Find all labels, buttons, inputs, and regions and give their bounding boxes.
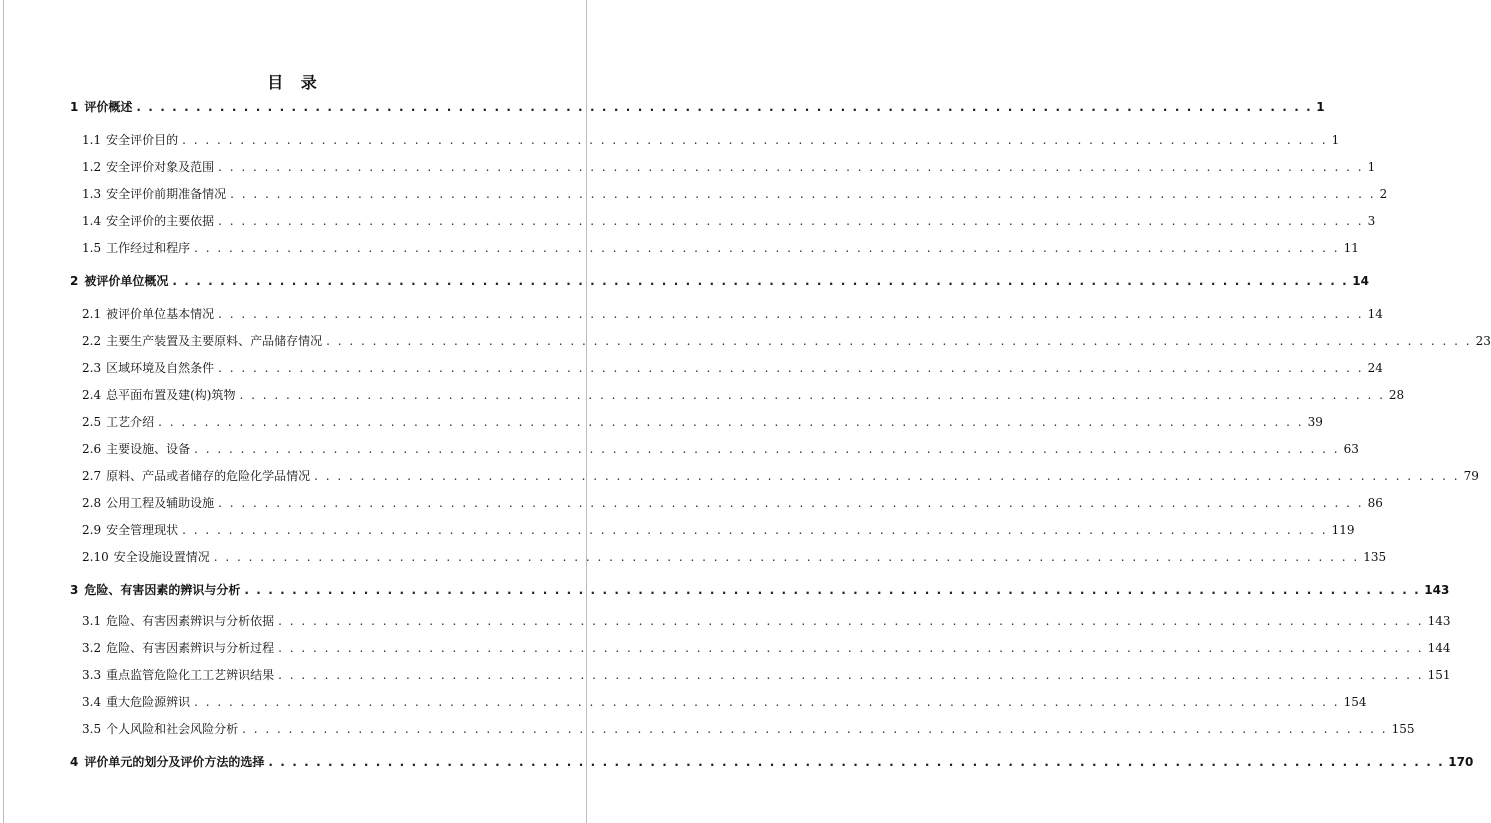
toc-entry-number: 1.2 bbox=[82, 160, 102, 174]
toc-entry-title: 被评价单位基本情况 bbox=[106, 307, 215, 321]
toc-entry-number: 1.5 bbox=[82, 241, 102, 255]
toc-entry-title: 工作经过和程序 bbox=[106, 241, 191, 255]
toc-entry-page-number: 23 bbox=[1475, 334, 1491, 348]
toc-dot-leader: . . . . . . . . . . . . . . . . . . . . . . . . . . . . . . . . . . . . . . . . . . . . . . . . . . . . . . . . . . . . . . . . . . . . . . . . . . . . . . . . . . . . . . . . . . . . . . . . . . . bbox=[278, 641, 1424, 655]
toc-entry-page-number: 170 bbox=[1448, 755, 1474, 769]
toc-dot-leader: . . . . . . . . . . . . . . . . . . . . . . . . . . . . . . . . . . . . . . . . . . . . . . . . . . . . . . . . . . . . . . . . . . . . . . . . . . . . . . . . . . . . . . . . . . . . . . . . . . . bbox=[182, 523, 1328, 537]
toc-dot-leader: . . . . . . . . . . . . . . . . . . . . . . . . . . . . . . . . . . . . . . . . . . . . . . . . . . . . . . . . . . . . . . . . . . . . . . . . . . . . . . . . . . . . . . . . . . . . . . . . . . . bbox=[230, 187, 1376, 201]
toc-dot-leader: . . . . . . . . . . . . . . . . . . . . . . . . . . . . . . . . . . . . . . . . . . . . . . . . . . . . . . . . . . . . . . . . . . . . . . . . . . . . . . . . . . . . . . . . . . . . . . . . . . . bbox=[218, 160, 1364, 174]
toc-entry-number: 4 bbox=[70, 755, 79, 769]
toc-entry-title: 危险、有害因素辨识与分析过程 bbox=[106, 641, 275, 655]
toc-dot-leader: . . . . . . . . . . . . . . . . . . . . . . . . . . . . . . . . . . . . . . . . . . . . . . . . . . . . . . . . . . . . . . . . . . . . . . . . . . . . . . . . . . . . . . . . . . . . . . . . . . . bbox=[194, 695, 1340, 709]
toc-entry-title: 安全评价对象及范围 bbox=[106, 160, 215, 174]
toc-chapter-entry[interactable] bbox=[70, 753, 1474, 771]
toc-entry-title: 安全评价目的 bbox=[106, 133, 179, 147]
toc-entry-title: 区域环境及自然条件 bbox=[106, 361, 215, 375]
toc-section-entry[interactable] bbox=[82, 305, 1383, 323]
toc-entry-number: 3.3 bbox=[82, 668, 102, 682]
toc-entry-number: 2 bbox=[70, 274, 79, 288]
toc-chapter-entry[interactable] bbox=[70, 98, 1325, 116]
toc-section-entry[interactable] bbox=[82, 639, 1451, 657]
toc-section-entry[interactable] bbox=[82, 720, 1415, 738]
toc-entry-title: 公用工程及辅助设施 bbox=[106, 496, 215, 510]
toc-entry-title: 评价概述 bbox=[84, 100, 133, 114]
toc-dot-leader: . . . . . . . . . . . . . . . . . . . . . . . . . . . . . . . . . . . . . . . . . . . . . . . . . . . . . . . . . . . . . . . . . . . . . . . . . . . . . . . . . . . . . . . . . . . . . . . . . . . bbox=[218, 307, 1364, 321]
toc-section-entry[interactable] bbox=[82, 413, 1323, 431]
toc-entry-title: 主要生产装置及主要原料、产品储存情况 bbox=[106, 334, 323, 348]
toc-entry-page-number: 119 bbox=[1331, 523, 1355, 537]
toc-entry-page-number: 14 bbox=[1352, 274, 1369, 288]
toc-entry-page-number: 28 bbox=[1388, 388, 1405, 402]
toc-entry-title: 被评价单位概况 bbox=[84, 274, 169, 288]
toc-dot-leader: . . . . . . . . . . . . . . . . . . . . . . . . . . . . . . . . . . . . . . . . . . . . . . . . . . . . . . . . . . . . . . . . . . . . . . . . . . . . . . . . . . . . . . . . . . . . . . . . . . . bbox=[218, 361, 1364, 375]
toc-entry-title: 安全评价的主要依据 bbox=[106, 214, 215, 228]
toc-entry-page-number: 143 bbox=[1424, 583, 1450, 597]
toc-entry-page-number: 39 bbox=[1307, 415, 1323, 429]
toc-section-entry[interactable] bbox=[82, 239, 1359, 257]
toc-section-entry[interactable] bbox=[82, 185, 1388, 203]
toc-entry-title: 安全设施设置情况 bbox=[113, 550, 210, 564]
toc-entry-page-number: 144 bbox=[1427, 641, 1451, 655]
toc-entry-title: 重大危险源辨识 bbox=[106, 695, 191, 709]
toc-entry-page-number: 1 bbox=[1367, 160, 1376, 174]
toc-section-entry[interactable] bbox=[82, 131, 1340, 149]
toc-entry-page-number: 2 bbox=[1379, 187, 1388, 201]
toc-entry-number: 2.3 bbox=[82, 361, 102, 375]
toc-section-entry[interactable] bbox=[82, 212, 1376, 230]
toc-dot-leader: . . . . . . . . . . . . . . . . . . . . . . . . . . . . . . . . . . . . . . . . . . . . . . . . . . . . . . . . . . . . . . . . . . . . . . . . . . . . . . . . . . . . . . . . . . . . . . . . . . . bbox=[194, 241, 1340, 255]
toc-entry-title: 安全管理现状 bbox=[106, 523, 179, 537]
toc-entry-number: 2.8 bbox=[82, 496, 102, 510]
toc-entry-number: 1.4 bbox=[82, 214, 102, 228]
toc-dot-leader: . . . . . . . . . . . . . . . . . . . . . . . . . . . . . . . . . . . . . . . . . . . . . . . . . . . . . . . . . . . . . . . . . . . . . . . . . . . . . . . . . . . . . . . . . . . . . . . . . . . bbox=[278, 614, 1424, 628]
toc-entry-page-number: 135 bbox=[1363, 550, 1387, 564]
toc-chapter-entry[interactable] bbox=[70, 272, 1369, 290]
toc-entry-page-number: 1 bbox=[1316, 100, 1325, 114]
toc-entry-number: 1.1 bbox=[82, 133, 102, 147]
toc-entry-title: 工艺介绍 bbox=[106, 415, 155, 429]
toc-dot-leader: . . . . . . . . . . . . . . . . . . . . . . . . . . . . . . . . . . . . . . . . . . . . . . . . . . . . . . . . . . . . . . . . . . . . . . . . . . . . . . . . . . . . . . . . . . . . . . . . . . . bbox=[136, 100, 1313, 114]
toc-entry-page-number: 154 bbox=[1343, 695, 1367, 709]
toc-entry-page-number: 143 bbox=[1427, 614, 1451, 628]
toc-entry-number: 3.4 bbox=[82, 695, 102, 709]
toc-dot-leader: . . . . . . . . . . . . . . . . . . . . . . . . . . . . . . . . . . . . . . . . . . . . . . . . . . . . . . . . . . . . . . . . . . . . . . . . . . . . . . . . . . . . . . . . . . . . . . . . . . . bbox=[268, 755, 1445, 769]
toc-entry-number: 2.9 bbox=[82, 523, 102, 537]
toc-dot-leader: . . . . . . . . . . . . . . . . . . . . . . . . . . . . . . . . . . . . . . . . . . . . . . . . . . . . . . . . . . . . . . . . . . . . . . . . . . . . . . . . . . . . . . . . . . . . . . . . . . . bbox=[213, 550, 1360, 564]
toc-title: 目 录 bbox=[267, 73, 323, 92]
toc-entry-page-number: 1 bbox=[1331, 133, 1340, 147]
toc-dot-leader: . . . . . . . . . . . . . . . . . . . . . . . . . . . . . . . . . . . . . . . . . . . . . . . . . . . . . . . . . . . . . . . . . . . . . . . . . . . . . . . . . . . . . . . . . . . . . . . . . . . bbox=[244, 583, 1421, 597]
toc-entry-title: 危险、有害因素的辨识与分析 bbox=[84, 583, 241, 597]
toc-entry-title: 原料、产品或者储存的危险化学品情况 bbox=[106, 469, 311, 483]
toc-entry-page-number: 24 bbox=[1367, 361, 1383, 375]
toc-dot-leader: . . . . . . . . . . . . . . . . . . . . . . . . . . . . . . . . . . . . . . . . . . . . . . . . . . . . . . . . . . . . . . . . . . . . . . . . . . . . . . . . . . . . . . . . . . . . . . . . . . . bbox=[218, 214, 1364, 228]
toc-dot-leader: . . . . . . . . . . . . . . . . . . . . . . . . . . . . . . . . . . . . . . . . . . . . . . . . . . . . . . . . . . . . . . . . . . . . . . . . . . . . . . . . . . . . . . . . . . . . . . . . . . . bbox=[314, 469, 1460, 483]
toc-dot-leader: . . . . . . . . . . . . . . . . . . . . . . . . . . . . . . . . . . . . . . . . . . . . . . . . . . . . . . . . . . . . . . . . . . . . . . . . . . . . . . . . . . . . . . . . . . . . . . . . . . . bbox=[242, 722, 1388, 736]
toc-section-entry[interactable] bbox=[82, 612, 1451, 630]
toc-section-entry[interactable] bbox=[82, 521, 1355, 539]
toc-entry-page-number: 14 bbox=[1367, 307, 1383, 321]
toc-entry-number: 2.5 bbox=[82, 415, 102, 429]
toc-entry-title: 危险、有害因素辨识与分析依据 bbox=[106, 614, 275, 628]
toc-entry-page-number: 63 bbox=[1343, 442, 1359, 456]
toc-entry-number: 3.1 bbox=[82, 614, 102, 628]
toc-dot-leader: . . . . . . . . . . . . . . . . . . . . . . . . . . . . . . . . . . . . . . . . . . . . . . . . . . . . . . . . . . . . . . . . . . . . . . . . . . . . . . . . . . . . . . . . . . . . . . . . . . . bbox=[239, 388, 1385, 402]
toc-section-entry[interactable] bbox=[82, 693, 1367, 711]
toc-section-entry[interactable] bbox=[82, 440, 1359, 458]
toc-entry-page-number: 3 bbox=[1367, 214, 1376, 228]
toc-section-entry[interactable] bbox=[82, 359, 1383, 377]
toc-entry-number: 2.7 bbox=[82, 469, 102, 483]
toc-entry-title: 重点监管危险化工工艺辨识结果 bbox=[106, 668, 275, 682]
toc-dot-leader: . . . . . . . . . . . . . . . . . . . . . . . . . . . . . . . . . . . . . . . . . . . . . . . . . . . . . . . . . . . . . . . . . . . . . . . . . . . . . . . . . . . . . . . . . . . . . . . . . . . bbox=[194, 442, 1340, 456]
toc-entry-number: 2.1 bbox=[82, 307, 102, 321]
toc-dot-leader: . . . . . . . . . . . . . . . . . . . . . . . . . . . . . . . . . . . . . . . . . . . . . . . . . . . . . . . . . . . . . . . . . . . . . . . . . . . . . . . . . . . . . . . . . . . . . . . . . . . bbox=[172, 274, 1349, 288]
toc-entry-page-number: 86 bbox=[1367, 496, 1383, 510]
toc-section-entry[interactable] bbox=[82, 666, 1451, 684]
toc-entry-title: 个人风险和社会风险分析 bbox=[106, 722, 239, 736]
toc-entry-title: 安全评价前期准备情况 bbox=[106, 187, 227, 201]
toc-entry-page-number: 79 bbox=[1463, 469, 1479, 483]
toc-dot-leader: . . . . . . . . . . . . . . . . . . . . . . . . . . . . . . . . . . . . . . . . . . . . . . . . . . . . . . . . . . . . . . . . . . . . . . . . . . . . . . . . . . . . . . . . . . . . . . . . . . . bbox=[158, 415, 1304, 429]
toc-dot-leader: . . . . . . . . . . . . . . . . . . . . . . . . . . . . . . . . . . . . . . . . . . . . . . . . . . . . . . . . . . . . . . . . . . . . . . . . . . . . . . . . . . . . . . . . . . . . . . . . . . . bbox=[278, 668, 1424, 682]
toc-entry-page-number: 11 bbox=[1343, 241, 1359, 255]
toc-entry-page-number: 151 bbox=[1427, 668, 1451, 682]
toc-section-entry[interactable] bbox=[82, 386, 1405, 404]
toc-dot-leader: . . . . . . . . . . . . . . . . . . . . . . . . . . . . . . . . . . . . . . . . . . . . . . . . . . . . . . . . . . . . . . . . . . . . . . . . . . . . . . . . . . . . . . . . . . . . . . . . . . . bbox=[182, 133, 1328, 147]
toc-dot-leader: . . . . . . . . . . . . . . . . . . . . . . . . . . . . . . . . . . . . . . . . . . . . . . . . . . . . . . . . . . . . . . . . . . . . . . . . . . . . . . . . . . . . . . . . . . . . . . . . . . . bbox=[218, 496, 1364, 510]
toc-chapter-entry[interactable] bbox=[70, 581, 1450, 599]
toc-section-entry[interactable] bbox=[82, 548, 1387, 566]
toc-entry-page-number: 155 bbox=[1391, 722, 1415, 736]
toc-section-entry[interactable] bbox=[82, 467, 1479, 485]
toc-section-entry[interactable] bbox=[82, 494, 1383, 512]
toc-entry-title: 总平面布置及建(构)筑物 bbox=[106, 388, 236, 402]
toc-section-entry[interactable] bbox=[82, 158, 1376, 176]
toc-entry-title: 评价单元的划分及评价方法的选择 bbox=[84, 755, 265, 769]
toc-section-entry[interactable] bbox=[82, 332, 1491, 350]
toc-entry-number: 2.4 bbox=[82, 388, 102, 402]
toc-dot-leader: . . . . . . . . . . . . . . . . . . . . . . . . . . . . . . . . . . . . . . . . . . . . . . . . . . . . . . . . . . . . . . . . . . . . . . . . . . . . . . . . . . . . . . . . . . . . . . . . . . . bbox=[326, 334, 1472, 348]
toc-entry-number: 1.3 bbox=[82, 187, 102, 201]
toc-entry-number: 3.2 bbox=[82, 641, 102, 655]
toc-entry-number: 1 bbox=[70, 100, 79, 114]
toc-entry-number: 3.5 bbox=[82, 722, 102, 736]
toc-entry-number: 3 bbox=[70, 583, 79, 597]
toc-entry-number: 2.6 bbox=[82, 442, 102, 456]
toc-entry-number: 2.10 bbox=[82, 550, 109, 564]
toc-entry-number: 2.2 bbox=[82, 334, 102, 348]
toc-entry-title: 主要设施、设备 bbox=[106, 442, 191, 456]
